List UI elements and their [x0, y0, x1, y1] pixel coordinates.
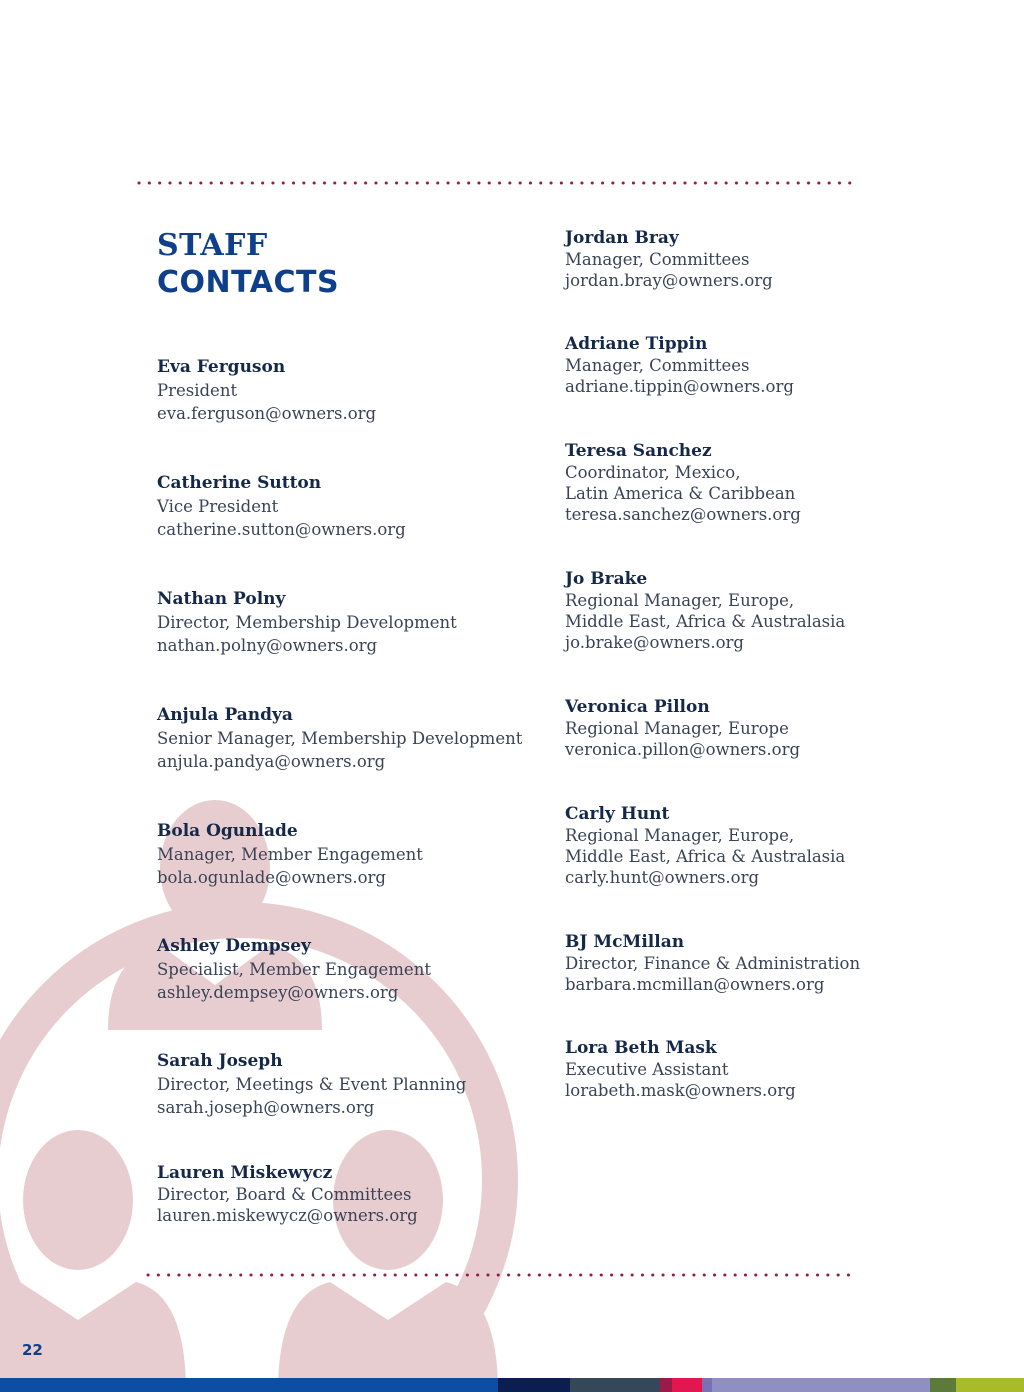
contact-name: Nathan Polny — [157, 589, 286, 609]
contact-name: Anjula Pandya — [157, 705, 293, 725]
contact-title: Director, Membership Development — [157, 613, 457, 632]
color-bar-segment — [660, 1378, 672, 1392]
contact-entry — [565, 696, 800, 760]
contact-email[interactable]: anjula.pandya@owners.org — [157, 752, 386, 771]
contact-name: Teresa Sanchez — [565, 441, 712, 461]
contact-name: Eva Ferguson — [157, 357, 286, 377]
contact-entry — [157, 472, 406, 541]
contact-name: Carly Hunt — [565, 804, 670, 824]
contact-name: Adriane Tippin — [565, 334, 708, 354]
contact-email[interactable]: lauren.miskewycz@owners.org — [157, 1206, 418, 1225]
contact-entry — [565, 227, 773, 291]
contact-email[interactable]: sarah.joseph@owners.org — [157, 1098, 375, 1117]
contact-entry — [565, 803, 845, 888]
color-bar-segment — [956, 1378, 1024, 1392]
heading-line-2: CONTACTS — [157, 265, 340, 300]
contact-title: Director, Finance & Administration — [565, 954, 861, 973]
heading-line-1: STAFF — [157, 228, 268, 263]
contact-entry — [565, 931, 860, 995]
contact-title: Manager, Committees — [565, 250, 750, 269]
contact-email[interactable]: teresa.sanchez@owners.org — [565, 505, 801, 524]
contact-email[interactable]: ashley.dempsey@owners.org — [157, 983, 399, 1002]
contact-entry — [565, 568, 845, 653]
page-number: 22 — [22, 1341, 43, 1359]
contact-entry — [565, 1037, 796, 1101]
contact-title: President — [157, 381, 238, 400]
page-heading — [157, 228, 339, 302]
contact-entry — [157, 356, 376, 425]
contact-title: Regional Manager, Europe, — [565, 826, 795, 845]
contact-title: Manager, Committees — [565, 356, 750, 375]
contact-email[interactable]: eva.ferguson@owners.org — [157, 404, 377, 423]
contact-email[interactable]: adriane.tippin@owners.org — [565, 377, 794, 396]
color-bar-segment — [712, 1378, 930, 1392]
color-bar-segment — [0, 1378, 498, 1392]
contact-name: Lora Beth Mask — [565, 1038, 717, 1058]
contact-email[interactable]: bola.ogunlade@owners.org — [157, 868, 386, 887]
contact-name: Catherine Sutton — [157, 473, 322, 493]
contact-name: Lauren Miskewycz — [157, 1163, 333, 1183]
contact-entry — [565, 333, 794, 397]
contact-entry — [157, 1162, 418, 1226]
contact-title: Coordinator, Mexico, — [565, 463, 741, 482]
contact-title: Senior Manager, Membership Development — [157, 729, 523, 748]
contact-name: Ashley Dempsey — [157, 936, 311, 956]
contact-email[interactable]: carly.hunt@owners.org — [565, 868, 760, 887]
top-dotted-divider — [136, 180, 860, 186]
contact-title: Middle East, Africa & Australasia — [565, 612, 846, 631]
color-bar-segment — [672, 1378, 702, 1392]
contact-title: Manager, Member Engagement — [157, 845, 423, 864]
contact-email[interactable]: lorabeth.mask@owners.org — [565, 1081, 796, 1100]
contact-entry — [157, 704, 522, 773]
contact-entry — [157, 1050, 466, 1119]
contact-entry — [157, 820, 423, 889]
contact-name: Jordan Bray — [565, 228, 679, 248]
contact-name: Jo Brake — [565, 569, 648, 589]
contact-email[interactable]: catherine.sutton@owners.org — [157, 520, 406, 539]
contact-name: Bola Ogunlade — [157, 821, 298, 841]
contact-title: Regional Manager, Europe, — [565, 591, 795, 610]
contact-name: Sarah Joseph — [157, 1051, 283, 1071]
contact-title: Specialist, Member Engagement — [157, 960, 431, 979]
contact-email[interactable]: nathan.polny@owners.org — [157, 636, 378, 655]
footer-color-bar — [0, 1378, 1024, 1392]
contact-title: Vice President — [157, 497, 279, 516]
contact-name: Veronica Pillon — [565, 697, 710, 717]
contact-entry — [157, 935, 431, 1004]
color-bar-segment — [570, 1378, 660, 1392]
contact-entry — [565, 440, 801, 525]
color-bar-segment — [498, 1378, 570, 1392]
contact-title: Director, Board & Committees — [157, 1185, 412, 1204]
contact-title: Regional Manager, Europe — [565, 719, 789, 738]
bottom-dotted-divider — [136, 1272, 860, 1278]
contact-email[interactable]: veronica.pillon@owners.org — [565, 740, 801, 759]
contact-title: Executive Assistant — [565, 1060, 729, 1079]
contact-name: BJ McMillan — [565, 932, 685, 952]
contact-title: Middle East, Africa & Australasia — [565, 847, 846, 866]
contact-email[interactable]: jordan.bray@owners.org — [565, 271, 773, 290]
contact-email[interactable]: barbara.mcmillan@owners.org — [565, 975, 825, 994]
contact-title: Director, Meetings & Event Planning — [157, 1075, 467, 1094]
contact-entry — [157, 588, 457, 657]
contact-email[interactable]: jo.brake@owners.org — [565, 633, 744, 652]
contact-title: Latin America & Caribbean — [565, 484, 796, 503]
color-bar-segment — [702, 1378, 712, 1392]
color-bar-segment — [930, 1378, 956, 1392]
